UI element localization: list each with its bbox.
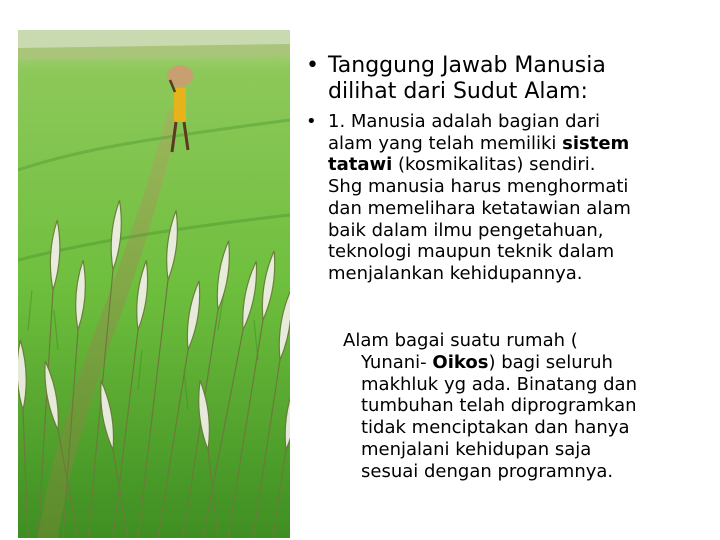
- para-line-5: tidak menciptakan dan hanya: [361, 417, 630, 439]
- para-line-7: sesuai dengan programnya.: [361, 460, 614, 482]
- bullet-marker: •: [306, 53, 319, 78]
- body-line-8: menjalankan kehidupannya.: [328, 262, 583, 284]
- heading-line-1: Tanggung Jawab Manusia: [328, 53, 606, 78]
- para-line-2: Yunani- Oikos) bagi seluruh: [361, 351, 613, 373]
- heading-line-2: dilihat dari Sudut Alam:: [328, 79, 588, 104]
- body-line-2: alam yang telah memiliki sistem: [328, 132, 630, 154]
- rice-field-photo: [18, 30, 290, 538]
- body-line-4: Shg manusia harus menghormati: [328, 176, 629, 198]
- body-line-3: tatawi (kosmikalitas) sendiri.: [328, 154, 596, 176]
- oikos-paragraph: [343, 330, 708, 483]
- para-line-3: makhluk yg ada. Binatang dan: [361, 373, 637, 395]
- para-line-6: menjalani kehidupan saja: [361, 438, 592, 460]
- body-line-5: dan memelihara ketatawian alam: [328, 197, 631, 219]
- para-line-4: tumbuhan telah diprogramkan: [361, 395, 637, 417]
- body-line-7: teknologi maupun teknik dalam: [328, 241, 615, 263]
- body-line-1: 1. Manusia adalah bagian dari: [328, 111, 600, 132]
- para-line-1: Alam bagai suatu rumah (: [343, 330, 578, 351]
- body-line-6: baik dalam ilmu pengetahuan,: [328, 219, 604, 241]
- bullet-marker: •: [306, 111, 317, 132]
